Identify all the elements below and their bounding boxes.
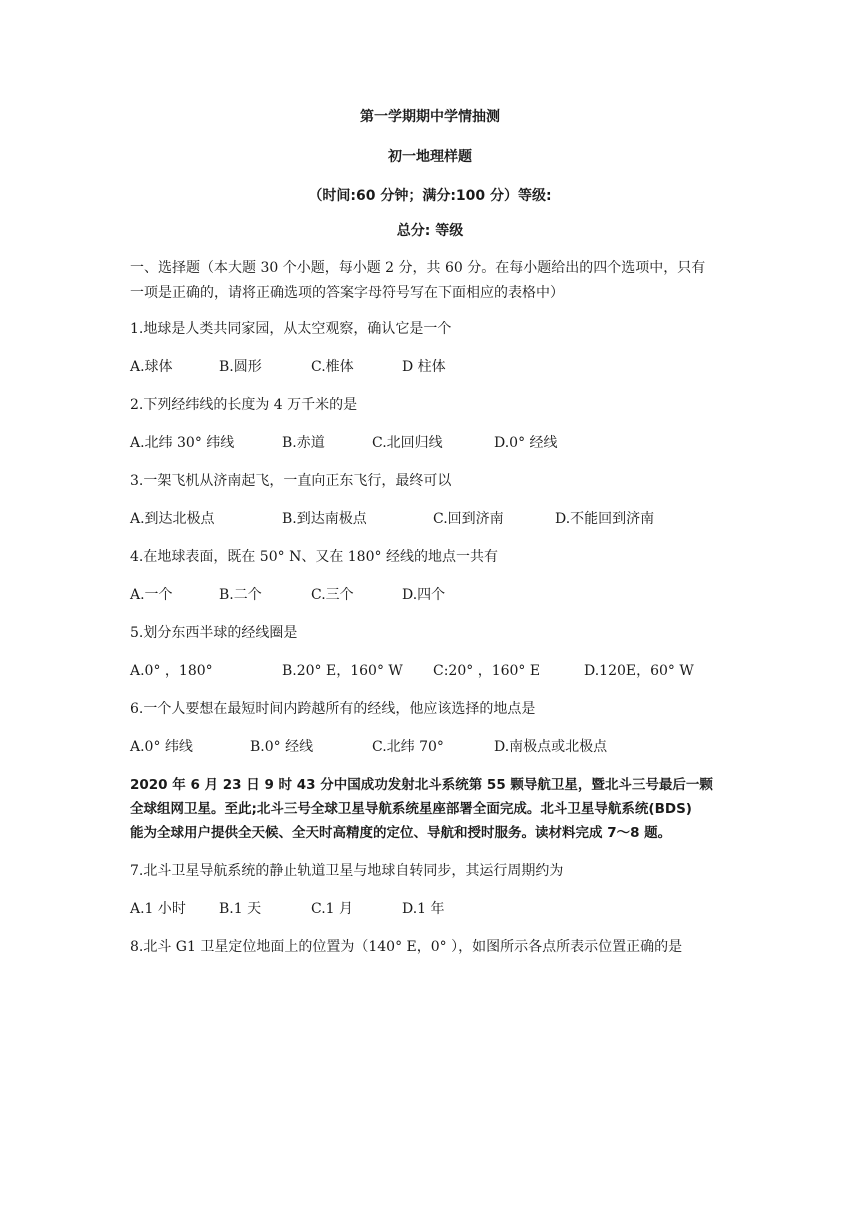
question-3-option-a: A.到达北极点 [130,511,215,527]
total-grade-line: 总分: 等级 [396,223,464,239]
question-1-option-d: D 柱体 [402,359,446,375]
question-5-option-a: A.0° ，180° [130,663,213,679]
question-7-option-a: A.1 小时 [130,901,186,917]
question-2-option-c: C.北回归线 [372,435,443,451]
question-7-option-d: D.1 年 [402,901,445,917]
question-3-option-c: C.回到济南 [433,511,504,527]
question-2-option-a: A.北纬 30° 纬线 [130,435,235,451]
question-3-stem: 3.一架飞机从济南起飞，一直向正东飞行，最终可以 [130,473,452,489]
passage-line-2: 全球组网卫星。至此;北斗三号全球卫星导航系统星座部署全面完成。北斗卫星导航系统(BDS) [130,801,692,817]
question-5-option-d: D.120E，60° W [584,663,694,679]
question-5-option-c: C:20° ，160° E [433,663,541,679]
question-6-option-c: C.北纬 70° [372,739,444,755]
question-1-option-a: A.球体 [130,359,173,375]
time-score-line: （时间:60 分钟；满分:100 分）等级: [308,188,552,204]
question-1-stem: 1.地球是人类共同家园，从太空观察，确认它是一个 [130,321,452,337]
question-6-stem: 6.一个人要想在最短时间内跨越所有的经线，他应该选择的地点是 [130,701,536,717]
question-4-stem: 4.在地球表面，既在 50° N、又在 180° 经线的地点一共有 [130,549,498,565]
question-2-option-d: D.0° 经线 [494,435,558,451]
page-title: 第一学期期中学情抽测 [360,109,500,125]
question-4-option-c: C.三个 [311,587,354,603]
question-3-option-d: D.不能回到济南 [555,511,655,527]
question-3-option-b: B.到达南极点 [282,511,367,527]
question-7-option-b: B.1 天 [219,901,262,917]
question-4-option-b: B.二个 [219,587,262,603]
reading-passage [130,773,730,845]
question-7-stem: 7.北斗卫星导航系统的静止轨道卫星与地球自转同步，其运行周期约为 [130,863,564,879]
question-6-option-a: A.0° 纬线 [130,739,193,755]
question-8-stem: 8.北斗 G1 卫星定位地面上的位置为（140° E，0° ），如图所示各点所表示位置正确的是 [130,939,683,955]
question-1-option-b: B.圆形 [219,359,262,375]
question-2-option-b: B.赤道 [282,435,325,451]
passage-line-3: 能为全球用户提供全天候、全天时高精度的定位、导航和授时服务。读材料完成 7～8 题。 [130,825,672,841]
question-6-option-d: D.南极点或北极点 [494,739,608,755]
passage-line-1: 2020 年 6 月 23 日 9 时 43 分中国成功发射北斗系统第 55 颗导航卫星，暨北斗三号最后一颗 [130,777,713,793]
question-1-option-c: C.椎体 [311,359,354,375]
question-4-option-a: A.一个 [130,587,173,603]
question-5-option-b: B.20° E，160° W [282,663,403,679]
question-5-stem: 5.划分东西半球的经线圈是 [130,625,298,641]
section-intro-line-2: 一项是正确的，请将正确选项的答案字母符号写在下面相应的表格中） [130,285,564,301]
page-subtitle: 初一地理样题 [388,149,472,165]
question-2-stem: 2.下列经纬线的长度为 4 万千米的是 [130,397,358,413]
question-7-option-c: C.1 月 [311,901,354,917]
section-intro-line-1: 一、选择题（本大题 30 个小题，每小题 2 分，共 60 分。在每小题给出的四个选项中，只有 [130,260,706,276]
question-4-option-d: D.四个 [402,587,446,603]
question-6-option-b: B.0° 经线 [250,739,314,755]
